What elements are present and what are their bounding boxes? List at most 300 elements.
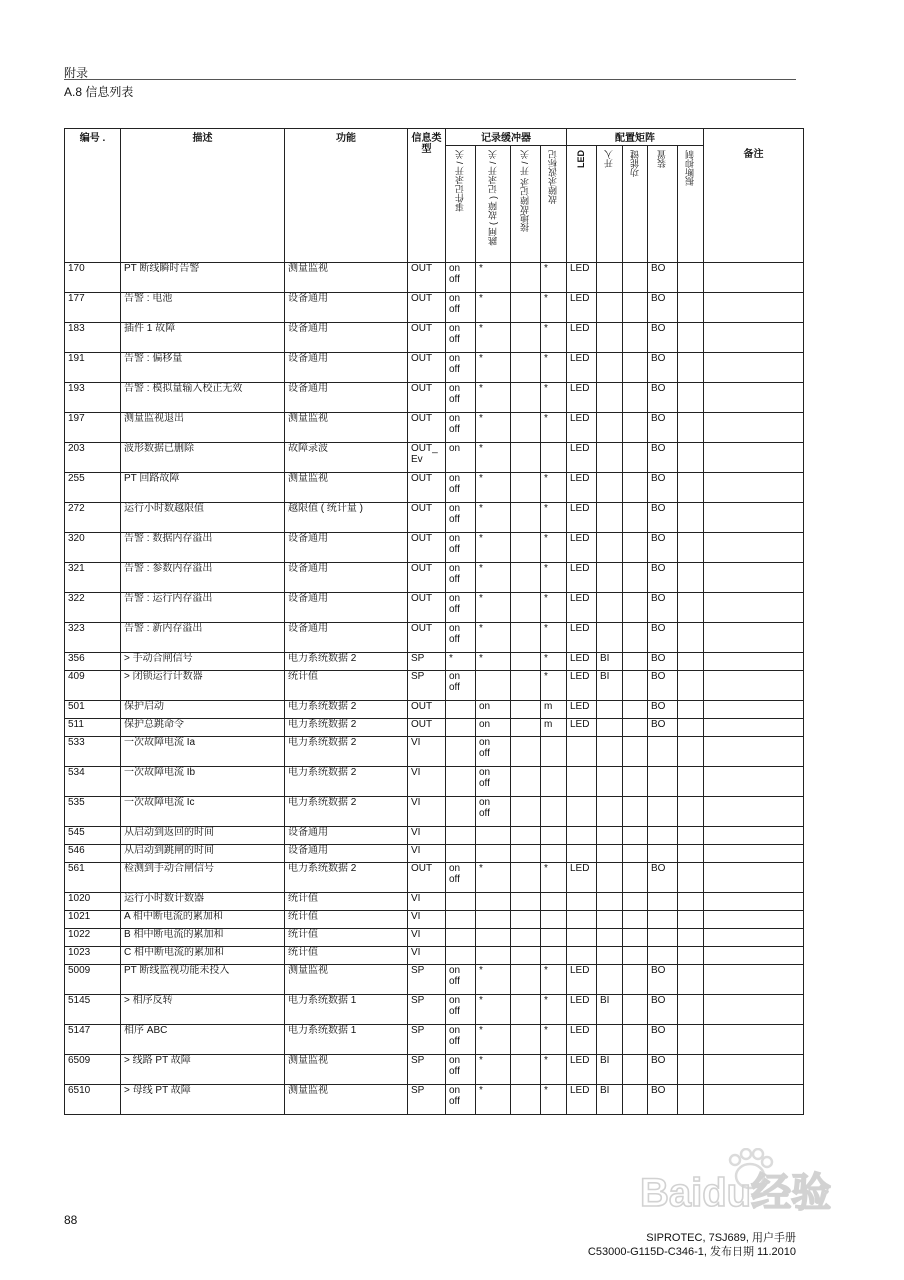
cell-function-key	[623, 719, 648, 737]
cell-description: 保护总跳命令	[121, 719, 285, 737]
cell-fault-record: *	[541, 965, 567, 995]
cell-description: 保护启动	[121, 701, 285, 719]
table-row	[65, 533, 804, 563]
table-row	[65, 563, 804, 593]
cell-led: LED	[567, 263, 597, 293]
cell-led: LED	[567, 443, 597, 473]
table-row	[65, 593, 804, 623]
cell-led: LED	[567, 671, 597, 701]
cell-function: 统计值	[285, 671, 408, 701]
cell-remark	[704, 893, 804, 911]
cell-function-key	[623, 767, 648, 797]
cell-chatter-block	[678, 929, 704, 947]
cell-binary-input	[597, 1025, 623, 1055]
cell-chatter-block	[678, 671, 704, 701]
cell-led	[567, 767, 597, 797]
cell-binary-input	[597, 929, 623, 947]
cell-description: 波形数据已删除	[121, 443, 285, 473]
cell-info-type: OUT	[408, 353, 446, 383]
cell-ground-fault-log	[511, 593, 541, 623]
cell-event-log	[446, 737, 476, 767]
cell-device	[648, 845, 678, 863]
cell-number: 5145	[65, 995, 121, 1025]
cell-function-key	[623, 947, 648, 965]
cell-chatter-block	[678, 653, 704, 671]
cell-trip-log: *	[476, 1025, 511, 1055]
cell-trip-log: on off	[476, 797, 511, 827]
cell-number: 272	[65, 503, 121, 533]
cell-trip-log: on off	[476, 767, 511, 797]
cell-info-type: OUT	[408, 593, 446, 623]
manual-title: SIPROTEC, 7SJ689, 用户手册	[646, 1232, 796, 1244]
cell-chatter-block	[678, 413, 704, 443]
cell-number: 170	[65, 263, 121, 293]
cell-remark	[704, 911, 804, 929]
cell-remark	[704, 929, 804, 947]
cell-led	[567, 911, 597, 929]
cell-ground-fault-log	[511, 737, 541, 767]
cell-description: 告警 : 模拟量输入校正无效	[121, 383, 285, 413]
cell-function-key	[623, 323, 648, 353]
header-chatter-block: 振断抑制	[685, 150, 696, 186]
cell-description: 运行小时数计数器	[121, 893, 285, 911]
cell-number: 1021	[65, 911, 121, 929]
cell-info-type: SP	[408, 965, 446, 995]
cell-chatter-block	[678, 533, 704, 563]
table-row	[65, 827, 804, 845]
table-row	[65, 293, 804, 323]
table-row	[65, 1055, 804, 1085]
cell-number: 356	[65, 653, 121, 671]
cell-trip-log: *	[476, 1085, 511, 1115]
cell-remark	[704, 767, 804, 797]
cell-function: 越限值 ( 统计量 )	[285, 503, 408, 533]
table-row	[65, 473, 804, 503]
cell-ground-fault-log	[511, 827, 541, 845]
cell-function-key	[623, 473, 648, 503]
cell-led: LED	[567, 965, 597, 995]
cell-function-key	[623, 893, 648, 911]
cell-function-key	[623, 383, 648, 413]
cell-chatter-block	[678, 383, 704, 413]
cell-led: LED	[567, 1025, 597, 1055]
cell-trip-log: *	[476, 263, 511, 293]
cell-trip-log	[476, 845, 511, 863]
cell-function-key	[623, 443, 648, 473]
cell-number: 6509	[65, 1055, 121, 1085]
cell-chatter-block	[678, 965, 704, 995]
cell-remark	[704, 947, 804, 965]
cell-binary-input	[597, 893, 623, 911]
cell-device: BO	[648, 383, 678, 413]
cell-info-type: VI	[408, 947, 446, 965]
cell-event-log: on off	[446, 623, 476, 653]
cell-function: 电力系统数据 1	[285, 995, 408, 1025]
cell-event-log	[446, 947, 476, 965]
cell-description: > 手动合闸信号	[121, 653, 285, 671]
cell-event-log	[446, 845, 476, 863]
cell-ground-fault-log	[511, 623, 541, 653]
cell-chatter-block	[678, 263, 704, 293]
cell-info-type: OUT	[408, 473, 446, 503]
table-body	[65, 263, 804, 1115]
cell-number: 197	[65, 413, 121, 443]
cell-trip-log: on	[476, 719, 511, 737]
cell-chatter-block	[678, 737, 704, 767]
cell-binary-input	[597, 623, 623, 653]
cell-description: PT 断线瞬时告警	[121, 263, 285, 293]
cell-ground-fault-log	[511, 845, 541, 863]
cell-function-key	[623, 263, 648, 293]
cell-info-type: OUT_ Ev	[408, 443, 446, 473]
cell-binary-input	[597, 947, 623, 965]
cell-info-type: OUT	[408, 263, 446, 293]
cell-fault-record: *	[541, 653, 567, 671]
cell-info-type: OUT	[408, 719, 446, 737]
cell-device	[648, 737, 678, 767]
cell-device: BO	[648, 533, 678, 563]
cell-binary-input	[597, 503, 623, 533]
cell-led	[567, 893, 597, 911]
cell-trip-log: *	[476, 293, 511, 323]
cell-info-type: VI	[408, 911, 446, 929]
cell-ground-fault-log	[511, 965, 541, 995]
cell-function: 统计值	[285, 893, 408, 911]
cell-function-key	[623, 929, 648, 947]
cell-info-type: SP	[408, 1055, 446, 1085]
cell-fault-record: *	[541, 863, 567, 893]
cell-event-log: on off	[446, 863, 476, 893]
cell-info-type: VI	[408, 929, 446, 947]
cell-function: 测量监视	[285, 263, 408, 293]
cell-number: 323	[65, 623, 121, 653]
header-function-key: 功能键	[629, 150, 640, 177]
cell-description: > 线路 PT 故障	[121, 1055, 285, 1085]
cell-binary-input: BI	[597, 653, 623, 671]
cell-led: LED	[567, 1055, 597, 1085]
table-row	[65, 413, 804, 443]
cell-info-type: VI	[408, 893, 446, 911]
cell-binary-input: BI	[597, 1055, 623, 1085]
cell-function: 设备通用	[285, 533, 408, 563]
cell-ground-fault-log	[511, 767, 541, 797]
cell-binary-input	[597, 413, 623, 443]
cell-device: BO	[648, 1085, 678, 1115]
cell-binary-input	[597, 443, 623, 473]
cell-function: 电力系统数据 2	[285, 719, 408, 737]
header-record-buffer: 记录缓冲器	[446, 129, 567, 146]
cell-fault-record: m	[541, 719, 567, 737]
cell-led: LED	[567, 533, 597, 563]
cell-device: BO	[648, 1025, 678, 1055]
cell-device: BO	[648, 623, 678, 653]
header-no: 编号 .	[65, 129, 121, 263]
cell-binary-input	[597, 563, 623, 593]
document-number: C53000-G115D-C346-1, 发布日期 11.2010	[587, 1246, 796, 1258]
cell-binary-input	[597, 863, 623, 893]
cell-led: LED	[567, 701, 597, 719]
cell-remark	[704, 737, 804, 767]
cell-event-log: on	[446, 443, 476, 473]
table-row	[65, 767, 804, 797]
cell-function-key	[623, 533, 648, 563]
header-device: 装置	[657, 150, 667, 168]
table-row	[65, 353, 804, 383]
table-row	[65, 383, 804, 413]
information-list-table	[64, 128, 804, 1115]
cell-ground-fault-log	[511, 503, 541, 533]
table-row	[65, 653, 804, 671]
cell-event-log	[446, 767, 476, 797]
cell-event-log: on off	[446, 593, 476, 623]
cell-fault-record	[541, 845, 567, 863]
cell-event-log: on off	[446, 353, 476, 383]
cell-function: 设备通用	[285, 323, 408, 353]
cell-event-log: on off	[446, 1055, 476, 1085]
cell-trip-log: *	[476, 533, 511, 563]
cell-ground-fault-log	[511, 863, 541, 893]
cell-ground-fault-log	[511, 563, 541, 593]
cell-function: 设备通用	[285, 563, 408, 593]
cell-device: BO	[648, 263, 678, 293]
cell-function: 测量监视	[285, 1055, 408, 1085]
cell-info-type: OUT	[408, 413, 446, 443]
cell-fault-record: m	[541, 701, 567, 719]
table-row	[65, 443, 804, 473]
cell-function-key	[623, 797, 648, 827]
cell-function: 电力系统数据 2	[285, 797, 408, 827]
cell-fault-record: *	[541, 671, 567, 701]
cell-led: LED	[567, 503, 597, 533]
cell-device: BO	[648, 593, 678, 623]
cell-description: 告警 : 新内存溢出	[121, 623, 285, 653]
table-row	[65, 995, 804, 1025]
cell-binary-input	[597, 845, 623, 863]
cell-device: BO	[648, 323, 678, 353]
cell-number: 535	[65, 797, 121, 827]
cell-description: 告警 : 偏移量	[121, 353, 285, 383]
cell-description: PT 断线监视功能未投入	[121, 965, 285, 995]
cell-fault-record: *	[541, 593, 567, 623]
cell-ground-fault-log	[511, 353, 541, 383]
cell-description: PT 回路故障	[121, 473, 285, 503]
cell-function: 电力系统数据 2	[285, 701, 408, 719]
cell-chatter-block	[678, 845, 704, 863]
cell-chatter-block	[678, 443, 704, 473]
cell-device: BO	[648, 353, 678, 383]
table-row	[65, 503, 804, 533]
cell-info-type: VI	[408, 737, 446, 767]
cell-event-log: on off	[446, 671, 476, 701]
cell-function-key	[623, 845, 648, 863]
cell-chatter-block	[678, 767, 704, 797]
cell-binary-input	[597, 911, 623, 929]
cell-event-log: on off	[446, 1085, 476, 1115]
cell-description: > 相序反转	[121, 995, 285, 1025]
cell-trip-log: *	[476, 653, 511, 671]
cell-device: BO	[648, 653, 678, 671]
cell-trip-log: *	[476, 593, 511, 623]
cell-binary-input	[597, 323, 623, 353]
cell-remark	[704, 293, 804, 323]
cell-function-key	[623, 863, 648, 893]
header-function: 功能	[285, 129, 408, 263]
cell-function-key	[623, 413, 648, 443]
cell-info-type: OUT	[408, 503, 446, 533]
cell-trip-log: *	[476, 965, 511, 995]
cell-trip-log: *	[476, 563, 511, 593]
cell-event-log	[446, 701, 476, 719]
cell-remark	[704, 533, 804, 563]
cell-binary-input	[597, 383, 623, 413]
cell-function: 电力系统数据 2	[285, 737, 408, 767]
cell-ground-fault-log	[511, 443, 541, 473]
cell-led: LED	[567, 995, 597, 1025]
cell-ground-fault-log	[511, 263, 541, 293]
cell-ground-fault-log	[511, 1055, 541, 1085]
cell-chatter-block	[678, 623, 704, 653]
cell-trip-log	[476, 947, 511, 965]
cell-trip-log	[476, 893, 511, 911]
cell-binary-input	[597, 827, 623, 845]
cell-description: 告警 : 电池	[121, 293, 285, 323]
cell-trip-log	[476, 827, 511, 845]
cell-fault-record	[541, 929, 567, 947]
section-title: 附录	[64, 66, 89, 80]
cell-number: 322	[65, 593, 121, 623]
cell-led: LED	[567, 863, 597, 893]
cell-chatter-block	[678, 1025, 704, 1055]
cell-trip-log: *	[476, 1055, 511, 1085]
cell-function-key	[623, 563, 648, 593]
cell-remark	[704, 263, 804, 293]
cell-device	[648, 911, 678, 929]
cell-fault-record: *	[541, 323, 567, 353]
cell-remark	[704, 563, 804, 593]
cell-ground-fault-log	[511, 533, 541, 563]
cell-event-log: on off	[446, 473, 476, 503]
cell-led	[567, 827, 597, 845]
cell-chatter-block	[678, 863, 704, 893]
cell-remark	[704, 593, 804, 623]
cell-chatter-block	[678, 797, 704, 827]
cell-function-key	[623, 653, 648, 671]
cell-function-key	[623, 623, 648, 653]
cell-fault-record	[541, 827, 567, 845]
cell-chatter-block	[678, 827, 704, 845]
cell-chatter-block	[678, 701, 704, 719]
cell-trip-log: *	[476, 473, 511, 503]
cell-number: 6510	[65, 1085, 121, 1115]
cell-info-type: SP	[408, 1085, 446, 1115]
cell-function-key	[623, 503, 648, 533]
cell-led: LED	[567, 593, 597, 623]
cell-remark	[704, 845, 804, 863]
table-row	[65, 323, 804, 353]
subsection-title: A.8 信息列表	[64, 85, 134, 99]
cell-number: 5009	[65, 965, 121, 995]
cell-info-type: SP	[408, 653, 446, 671]
cell-fault-record	[541, 737, 567, 767]
cell-fault-record	[541, 947, 567, 965]
cell-chatter-block	[678, 593, 704, 623]
cell-fault-record: *	[541, 1025, 567, 1055]
cell-function: 设备通用	[285, 593, 408, 623]
cell-trip-log: *	[476, 413, 511, 443]
header-event-log: 事件记录开 / 关	[455, 150, 465, 212]
cell-ground-fault-log	[511, 701, 541, 719]
cell-binary-input	[597, 293, 623, 323]
cell-fault-record	[541, 797, 567, 827]
cell-info-type: SP	[408, 1025, 446, 1055]
cell-fault-record: *	[541, 413, 567, 443]
cell-info-type: OUT	[408, 383, 446, 413]
cell-event-log: on off	[446, 383, 476, 413]
cell-number: 1020	[65, 893, 121, 911]
cell-led	[567, 929, 597, 947]
cell-binary-input	[597, 593, 623, 623]
cell-trip-log: *	[476, 995, 511, 1025]
cell-trip-log: *	[476, 443, 511, 473]
cell-function-key	[623, 965, 648, 995]
cell-remark	[704, 383, 804, 413]
cell-info-type: VI	[408, 845, 446, 863]
cell-chatter-block	[678, 323, 704, 353]
cell-number: 501	[65, 701, 121, 719]
cell-binary-input	[597, 797, 623, 827]
cell-chatter-block	[678, 293, 704, 323]
cell-remark	[704, 827, 804, 845]
cell-function-key	[623, 827, 648, 845]
cell-fault-record: *	[541, 563, 567, 593]
cell-number: 409	[65, 671, 121, 701]
cell-device: BO	[648, 503, 678, 533]
cell-info-type: VI	[408, 767, 446, 797]
cell-info-type: VI	[408, 797, 446, 827]
table-row	[65, 671, 804, 701]
cell-trip-log: *	[476, 353, 511, 383]
cell-binary-input	[597, 353, 623, 383]
cell-chatter-block	[678, 473, 704, 503]
cell-ground-fault-log	[511, 797, 541, 827]
cell-remark	[704, 1025, 804, 1055]
cell-device: BO	[648, 413, 678, 443]
cell-binary-input	[597, 965, 623, 995]
cell-function: 设备通用	[285, 353, 408, 383]
cell-function-key	[623, 1085, 648, 1115]
cell-chatter-block	[678, 947, 704, 965]
cell-ground-fault-log	[511, 929, 541, 947]
cell-trip-log: *	[476, 623, 511, 653]
header-fault-record-mark: 故障录波标记	[548, 150, 558, 204]
cell-device: BO	[648, 965, 678, 995]
cell-description: 从启动到返回的时间	[121, 827, 285, 845]
table-row	[65, 263, 804, 293]
cell-description: 一次故障电流 Ic	[121, 797, 285, 827]
cell-number: 5147	[65, 1025, 121, 1055]
cell-description: A 相中断电流的累加和	[121, 911, 285, 929]
cell-fault-record: *	[541, 1085, 567, 1115]
cell-fault-record	[541, 893, 567, 911]
cell-description: C 相中断电流的累加和	[121, 947, 285, 965]
cell-led: LED	[567, 653, 597, 671]
cell-number: 320	[65, 533, 121, 563]
cell-function-key	[623, 293, 648, 323]
watermark-text: Baidu经验	[640, 1171, 832, 1215]
cell-info-type: OUT	[408, 863, 446, 893]
cell-trip-log: on off	[476, 737, 511, 767]
cell-function: 测量监视	[285, 473, 408, 503]
